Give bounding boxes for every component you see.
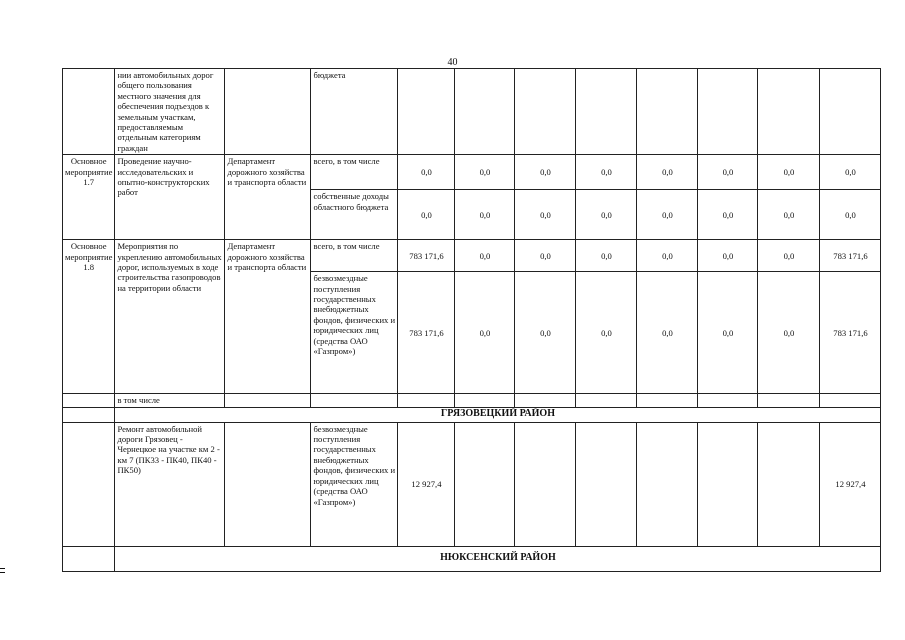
value-cell: 0,0 [758, 190, 820, 240]
table-row [63, 69, 881, 155]
source-cell: всего, в том числе [311, 155, 398, 190]
value-cell: 12 927,4 [398, 422, 455, 546]
executor-cell: Департамент дорожного хозяйства и транспорта области [225, 155, 311, 240]
value-cell: 0,0 [455, 190, 515, 240]
value-cell: 0,0 [515, 240, 576, 272]
value-cell: 0,0 [398, 190, 455, 240]
value-cell: 783 171,6 [820, 240, 881, 272]
value-cell: 783 171,6 [398, 272, 455, 394]
value-cell: 0,0 [576, 240, 637, 272]
source-cell: всего, в том числе [311, 240, 398, 272]
code-cell [63, 69, 115, 155]
page-number: 40 [447, 57, 458, 68]
scan-mark [0, 572, 5, 573]
executor-cell: Департамент дорожного хозяйства и транспорта области [225, 240, 311, 394]
code-cell: Основное мероприятие 1.8 [63, 240, 115, 394]
source-cell: безвозмездные поступления государственных внебюджетных фондов, физических и юридических лиц (средства ОАО «Газпром») [311, 272, 398, 394]
table-row [63, 546, 881, 571]
table-row [63, 422, 881, 546]
value-cell: 0,0 [576, 272, 637, 394]
source-cell: собственные доходы областного бюджета [311, 190, 398, 240]
budget-table [62, 68, 881, 572]
value-cell: 0,0 [758, 155, 820, 190]
value-cell: 0,0 [698, 272, 758, 394]
value-cell: 0,0 [637, 272, 698, 394]
value-cell [698, 422, 758, 546]
value-cell: 0,0 [576, 155, 637, 190]
value-cell: 783 171,6 [398, 240, 455, 272]
executor-cell [225, 69, 311, 155]
code-cell: Основное мероприятие 1.7 [63, 155, 115, 240]
table-row [63, 240, 881, 272]
name-cell: Мероприятия по укреплению автомобильных дорог, используемых в ходе строительства газопроводов на территории области [115, 240, 225, 394]
value-cell: 0,0 [576, 190, 637, 240]
name-cell: в том числе [115, 394, 225, 407]
table-row [63, 407, 881, 422]
value-cell: 0,0 [820, 190, 881, 240]
value-cell: 12 927,4 [820, 422, 881, 546]
table-row [63, 155, 881, 190]
value-cell: 0,0 [455, 155, 515, 190]
value-cell: 0,0 [515, 272, 576, 394]
value-cell [576, 422, 637, 546]
value-cell: 783 171,6 [820, 272, 881, 394]
value-cell: 0,0 [820, 155, 881, 190]
source-cell: безвозмездные поступления государственных внебюджетных фондов, физических и юридических лиц (средства ОАО «Газпром») [311, 422, 398, 546]
name-cell: Ремонт автомобильной дороги Грязовец - Чернецкое на участке км 2 - км 7 (ПК33 - ПК40, ПК40 - ПК50) [115, 422, 225, 546]
district-header: НЮКСЕНСКИЙ РАЙОН [115, 546, 881, 571]
value-cell: 0,0 [637, 240, 698, 272]
value-cell [758, 422, 820, 546]
value-cell: 0,0 [698, 240, 758, 272]
value-cell: 0,0 [758, 272, 820, 394]
value-cell: 0,0 [455, 272, 515, 394]
value-cell: 0,0 [515, 190, 576, 240]
value-cell [455, 422, 515, 546]
value-cell: 0,0 [698, 155, 758, 190]
value-cell: 0,0 [637, 155, 698, 190]
value-cell: 0,0 [637, 190, 698, 240]
value-cell [637, 422, 698, 546]
value-cell: 0,0 [398, 155, 455, 190]
value-cell: 0,0 [455, 240, 515, 272]
name-cell: Проведение научно-исследовательских и опытно-конструкторских работ [115, 155, 225, 240]
value-cell: 0,0 [515, 155, 576, 190]
name-cell: нии автомобильных дорог общего пользования местного значения для обеспечения подъездов к земельным участкам, предоставляемым отдельным категориям граждан [115, 69, 225, 155]
value-cell: 0,0 [698, 190, 758, 240]
value-cell: 0,0 [758, 240, 820, 272]
scan-mark [0, 568, 5, 569]
district-header: ГРЯЗОВЕЦКИЙ РАЙОН [115, 407, 881, 422]
value-cell [515, 422, 576, 546]
source-cell: бюджета [311, 69, 398, 155]
table-row [63, 394, 881, 407]
